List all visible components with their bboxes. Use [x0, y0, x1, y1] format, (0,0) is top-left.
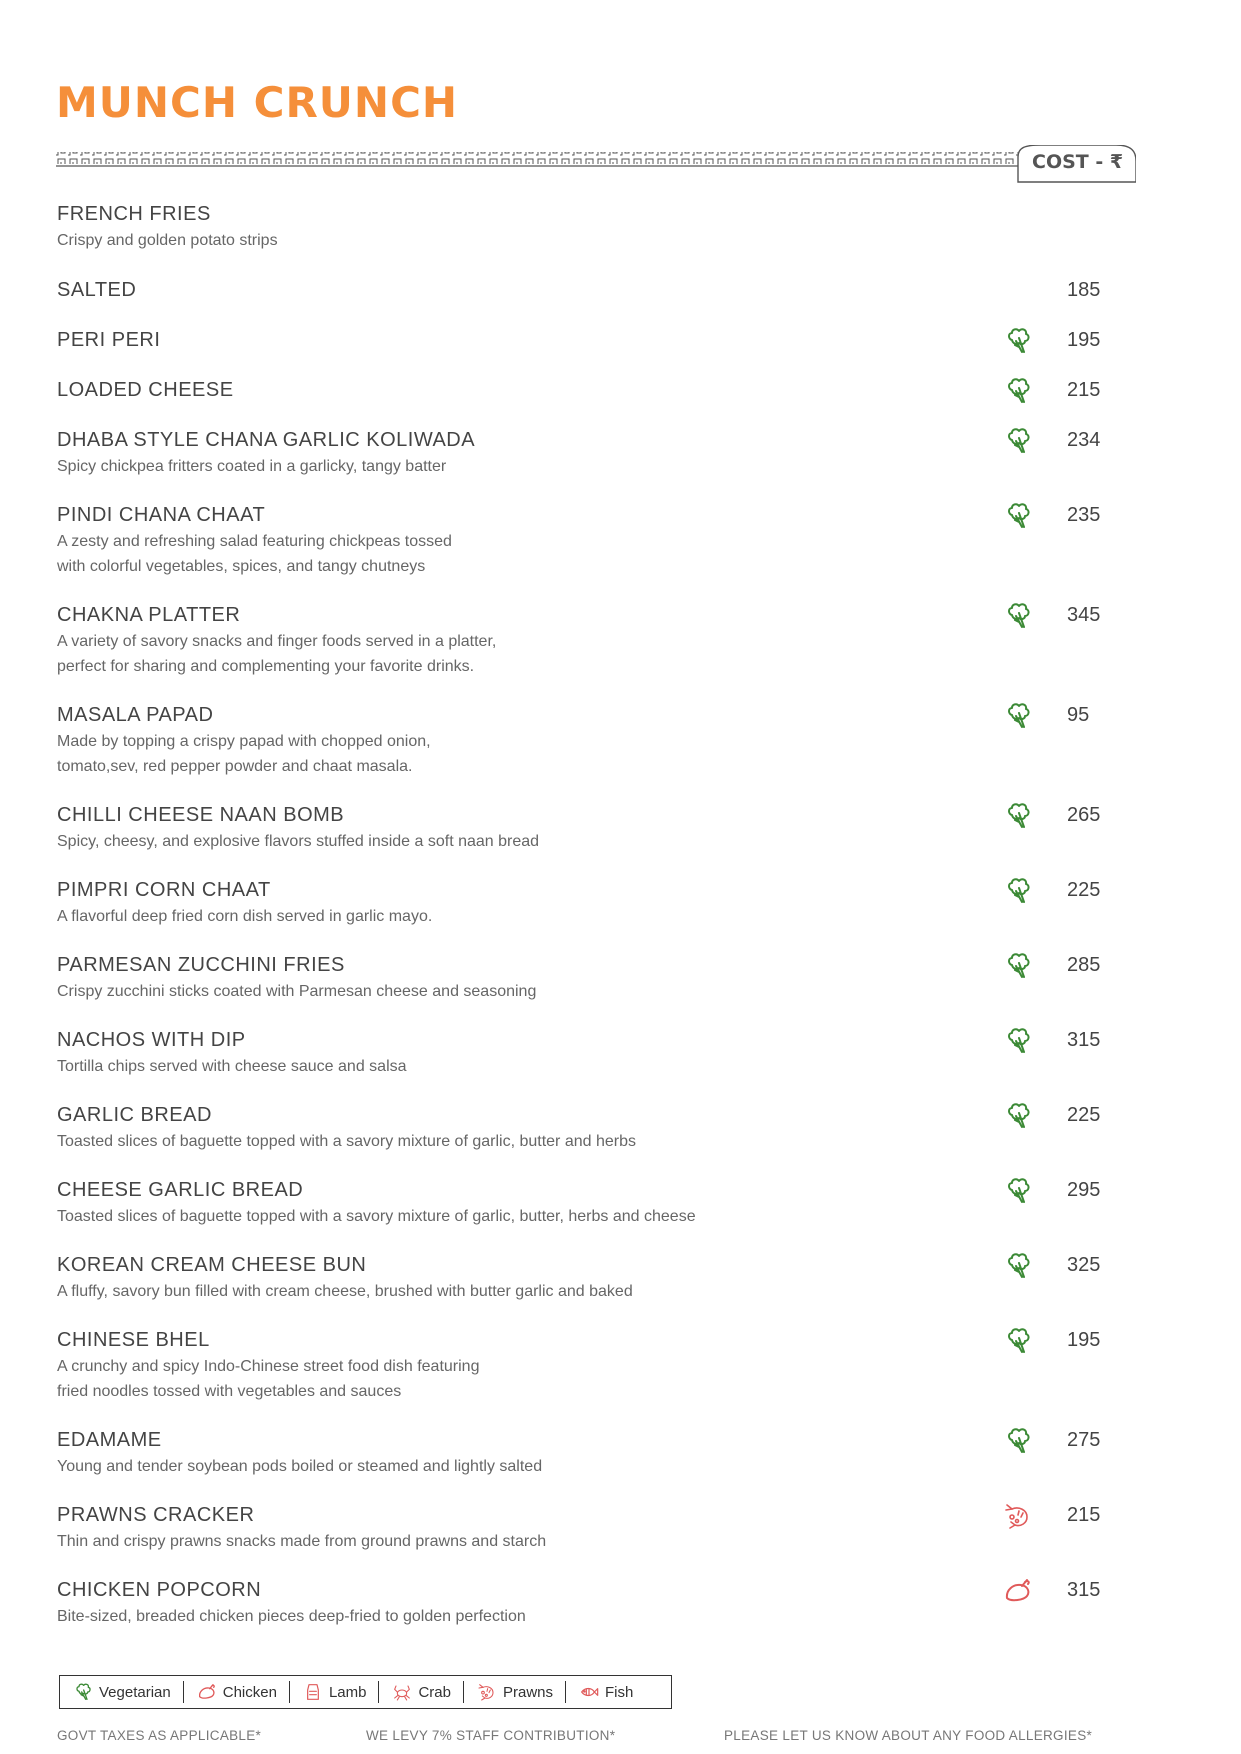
menu-item — [57, 1328, 1157, 1404]
menu-item — [57, 503, 1157, 579]
legend-vegetarian — [60, 1681, 184, 1703]
vegetarian-icon — [1003, 1251, 1033, 1281]
legend-label: Vegetarian — [99, 1683, 171, 1701]
menu-item — [57, 803, 1157, 854]
item-name: EDAMAME — [57, 1429, 162, 1451]
menu-item — [57, 1028, 1157, 1079]
item-price: 195 — [1067, 1329, 1101, 1351]
menu-item — [57, 1253, 1157, 1304]
item-price: 325 — [1067, 1254, 1101, 1276]
menu-item — [57, 603, 1157, 679]
item-name: PIMPRI CORN CHAAT — [57, 879, 271, 901]
legend-label: Fish — [605, 1683, 634, 1701]
item-price: 234 — [1067, 429, 1101, 451]
item-name: CHICKEN POPCORN — [57, 1579, 262, 1601]
item-price: 265 — [1067, 804, 1101, 826]
legend-lamb — [290, 1681, 380, 1703]
item-description: Toasted slices of baguette topped with a savory mixture of garlic, butter and herbs — [57, 1133, 636, 1150]
prawns-icon — [1003, 1501, 1033, 1531]
item-price: 195 — [1067, 329, 1101, 351]
menu-item — [57, 1178, 1157, 1229]
item-name: CHAKNA PLATTER — [57, 604, 241, 626]
chicken-icon — [1003, 1576, 1033, 1606]
vegetarian-icon — [1003, 601, 1033, 631]
item-price: 345 — [1067, 604, 1101, 626]
vegetarian-icon — [1003, 701, 1033, 731]
menu-item — [57, 1103, 1157, 1154]
item-name: CHILLI CHEESE NAAN BOMB — [57, 804, 345, 826]
cost-column-header: COST - ₹ — [1032, 151, 1124, 173]
legend-crab — [379, 1681, 464, 1703]
item-description: Young and tender soybean pods boiled or steamed and lightly salted — [57, 1458, 543, 1475]
page-title: MUNCH CRUNCH — [56, 78, 459, 127]
item-description: Thin and crispy prawns snacks made from ground prawns and starch — [57, 1533, 547, 1550]
item-price: 275 — [1067, 1429, 1101, 1451]
vegetarian-icon — [1003, 1326, 1033, 1356]
item-name: DHABA STYLE CHANA GARLIC KOLIWADA — [57, 429, 476, 451]
menu-item — [57, 878, 1157, 929]
vegetarian-icon — [72, 1682, 94, 1702]
prawns-icon — [476, 1682, 498, 1702]
menu-item — [57, 1578, 1157, 1629]
menu-item — [57, 328, 1157, 352]
item-name: PERI PERI — [57, 329, 161, 351]
fish-icon — [578, 1682, 600, 1702]
item-description: A crunchy and spicy Indo-Chinese street food dish featuring fried noodles tossed with vegetables and sauces — [57, 1358, 480, 1400]
legend-label: Chicken — [222, 1683, 277, 1701]
vegetarian-icon — [1003, 801, 1033, 831]
legend-label: Lamb — [328, 1683, 367, 1701]
item-description: Spicy, cheesy, and explosive flavors stuffed inside a soft naan bread — [57, 833, 540, 850]
item-name: GARLIC BREAD — [57, 1104, 212, 1126]
vegetarian-icon — [1003, 876, 1033, 906]
legend-prawns — [464, 1681, 566, 1703]
vegetarian-icon — [1003, 1026, 1033, 1056]
item-description: A zesty and refreshing salad featuring chickpeas tossed with colorful vegetables, spices, and tangy chutneys — [57, 533, 452, 575]
vegetarian-icon — [1003, 501, 1033, 531]
item-name: CHEESE GARLIC BREAD — [57, 1179, 304, 1201]
footer-taxes: GOVT TAXES AS APPLICABLE* — [57, 1728, 262, 1743]
item-name: MASALA PAPAD — [57, 704, 214, 726]
footer-allergies: PLEASE LET US KNOW ABOUT ANY FOOD ALLERGIES* — [724, 1728, 1093, 1743]
chicken-icon — [196, 1682, 218, 1702]
menu-item — [57, 202, 1157, 253]
item-price: 215 — [1067, 379, 1101, 401]
item-name: SALTED — [57, 279, 137, 301]
menu-item — [57, 703, 1157, 779]
item-name: PINDI CHANA CHAAT — [57, 504, 266, 526]
item-description: Toasted slices of baguette topped with a savory mixture of garlic, butter, herbs and cheese — [57, 1208, 696, 1225]
footer-staff-contribution: WE LEVY 7% STAFF CONTRIBUTION* — [366, 1728, 616, 1743]
legend-label: Crab — [418, 1683, 451, 1701]
item-name: NACHOS WITH DIP — [57, 1029, 246, 1051]
item-price: 225 — [1067, 879, 1101, 901]
item-description: Crispy zucchini sticks coated with Parmesan cheese and seasoning — [57, 983, 537, 1000]
item-price: 315 — [1067, 1579, 1101, 1601]
lamb-icon — [302, 1682, 324, 1702]
menu-item — [57, 1503, 1157, 1554]
item-name: FRENCH FRIES — [57, 203, 211, 225]
menu-item — [57, 378, 1157, 402]
item-description: Tortilla chips served with cheese sauce and salsa — [57, 1058, 407, 1075]
vegetarian-icon — [1003, 376, 1033, 406]
item-price: 295 — [1067, 1179, 1101, 1201]
item-price: 225 — [1067, 1104, 1101, 1126]
item-description: A flavorful deep fried corn dish served in garlic mayo. — [57, 908, 433, 925]
vegetarian-icon — [1003, 326, 1033, 356]
food-type-legend — [59, 1675, 672, 1709]
vegetarian-icon — [1003, 951, 1033, 981]
menu-item — [57, 428, 1157, 479]
item-price: 185 — [1067, 279, 1101, 301]
item-description: A variety of savory snacks and finger foods served in a platter, perfect for sharing and complementing your favorite drinks. — [57, 633, 497, 675]
menu-item — [57, 278, 1157, 302]
vegetarian-icon — [1003, 426, 1033, 456]
vegetarian-icon — [1003, 1426, 1033, 1456]
crab-icon — [391, 1682, 413, 1702]
item-price: 215 — [1067, 1504, 1101, 1526]
item-name: LOADED CHEESE — [57, 379, 234, 401]
item-description: Made by topping a crispy papad with chopped onion, tomato,sev, red pepper powder and chaat masala. — [57, 733, 431, 775]
item-description: Crispy and golden potato strips — [57, 232, 278, 249]
menu-item — [57, 953, 1157, 1004]
vegetarian-icon — [1003, 1176, 1033, 1206]
item-name: PRAWNS CRACKER — [57, 1504, 255, 1526]
item-price: 285 — [1067, 954, 1101, 976]
item-price: 235 — [1067, 504, 1101, 526]
legend-label: Prawns — [502, 1683, 554, 1701]
item-price: 95 — [1067, 704, 1090, 726]
item-name: KOREAN CREAM CHEESE BUN — [57, 1254, 367, 1276]
vegetarian-icon — [1003, 1101, 1033, 1131]
item-description: A fluffy, savory bun filled with cream cheese, brushed with butter garlic and baked — [57, 1283, 633, 1300]
menu-item — [57, 1428, 1157, 1479]
item-description: Spicy chickpea fritters coated in a garlicky, tangy batter — [57, 458, 447, 475]
item-name: PARMESAN ZUCCHINI FRIES — [57, 954, 345, 976]
item-description: Bite-sized, breaded chicken pieces deep-fried to golden perfection — [57, 1608, 526, 1625]
legend-fish — [566, 1681, 645, 1703]
item-name: CHINESE BHEL — [57, 1329, 210, 1351]
legend-chicken — [184, 1681, 290, 1703]
item-price: 315 — [1067, 1029, 1101, 1051]
